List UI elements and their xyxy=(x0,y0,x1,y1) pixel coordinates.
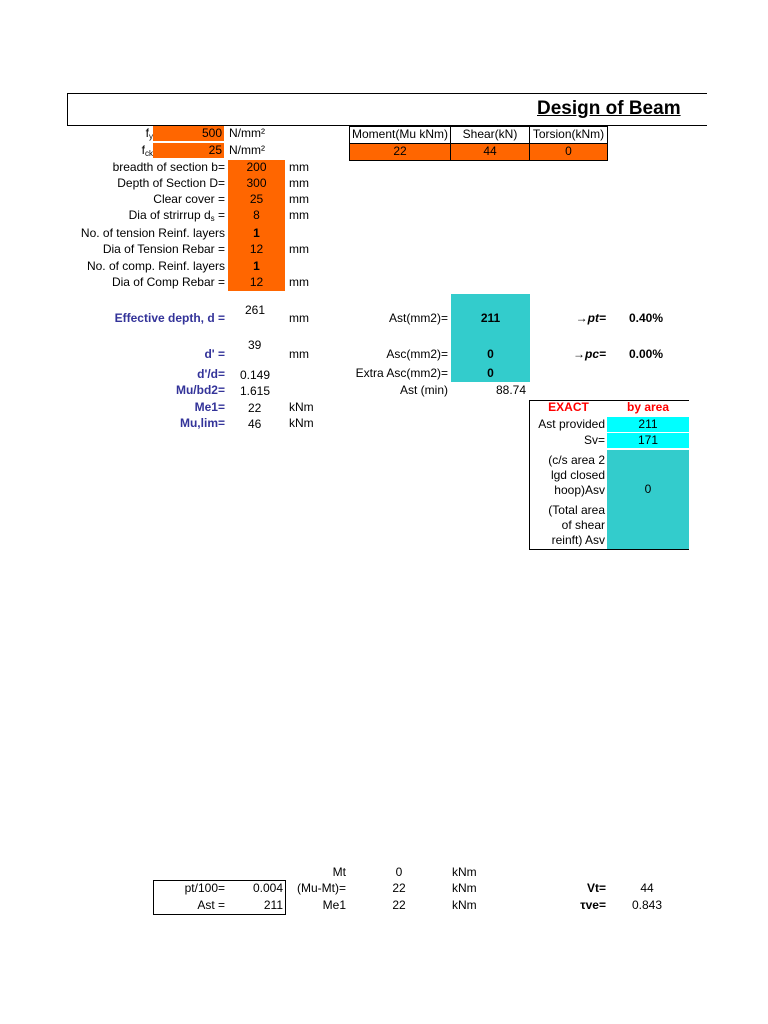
mulim-value: 46 xyxy=(248,417,262,431)
fy-label: $f_y$ xyxy=(145,126,153,141)
asv-label-line-3: hoop)Asv xyxy=(554,483,605,497)
pt-value: 0.40% xyxy=(629,311,664,325)
shear-header: Shear(kN) xyxy=(462,127,518,141)
total-asv-line-1: (Total area xyxy=(548,503,605,517)
tve-value: 0.843 xyxy=(631,898,663,912)
fck-input[interactable]: 25 xyxy=(153,143,224,158)
vt-value: 44 xyxy=(640,881,654,895)
mumt-unit: kNm xyxy=(452,881,477,895)
input-label-comp-dia: Dia of Comp Rebar = xyxy=(111,275,225,289)
pt100-value: 0.004 xyxy=(252,881,283,895)
pt-label: →pt= xyxy=(575,311,606,325)
effective-depth-label: Effective depth, d = xyxy=(114,311,225,325)
input-label-breadth: breadth of section b= xyxy=(112,160,225,174)
me1-label: Me1= xyxy=(194,400,225,414)
dprime-label: d' = xyxy=(204,347,225,361)
sv-value: 171 xyxy=(607,433,689,448)
input-tension-dia[interactable]: 12 xyxy=(249,242,264,256)
total-asv-line-3: reinft) Asv xyxy=(551,533,605,547)
unit-breadth: mm xyxy=(289,160,309,174)
pt100-label: pt/100= xyxy=(184,881,225,895)
mumt-label: (Mu-Mt)= xyxy=(297,881,346,895)
ast-provided-label: Ast provided xyxy=(538,417,605,431)
moment-header: Moment(Mu kNm) xyxy=(351,127,448,141)
extra-asc-label: Extra Asc(mm2)= xyxy=(355,366,448,380)
bottom-me1-label: Me1 xyxy=(322,898,346,912)
mulim-unit: kNm xyxy=(289,416,314,430)
vt-label: Vt= xyxy=(586,881,606,895)
shear-header-exact: EXACT xyxy=(548,400,589,414)
mulim-label: Mu,lim= xyxy=(179,416,225,430)
pc-value: 0.00% xyxy=(629,347,664,361)
input-comp-dia[interactable]: 12 xyxy=(249,275,264,289)
input-label-cover: Clear cover = xyxy=(153,192,225,206)
mt-unit: kNm xyxy=(452,865,477,879)
input-label-tension-layers: No. of tension Reinf. layers xyxy=(80,226,225,240)
fck-unit: N/mm² xyxy=(229,143,265,157)
mubd2-label: Mu/bd2= xyxy=(175,383,225,397)
input-label-stirrup: Dia of strirrup $d_s$ = xyxy=(128,208,225,223)
input-breadth[interactable]: 200 xyxy=(246,160,267,174)
fy-unit: N/mm² xyxy=(229,126,265,140)
input-tension-layers[interactable]: 1 xyxy=(253,226,260,240)
unit-depth: mm xyxy=(289,176,309,190)
asv-label-line-1: (c/s area 2 xyxy=(548,453,605,467)
fy-input[interactable]: 500 xyxy=(153,126,224,141)
bottom-ast-label: Ast = xyxy=(197,898,225,912)
torsion-value: 0 xyxy=(565,144,572,158)
mumt-value: 22 xyxy=(392,881,406,895)
asv-label xyxy=(530,453,605,498)
tve-label: τve= xyxy=(580,898,606,912)
effective-depth-value: 261 xyxy=(245,303,266,317)
ast-min-value: 88.74 xyxy=(495,383,526,397)
input-label-comp-layers: No. of comp. Reinf. layers xyxy=(86,259,225,273)
me1-value: 22 xyxy=(248,401,262,415)
moment-value: 22 xyxy=(393,144,407,158)
total-asv-label xyxy=(530,503,605,548)
asc-value: 0 xyxy=(487,347,494,361)
bottom-me1-value: 22 xyxy=(392,898,406,912)
total-asv-line-2: of shear xyxy=(561,518,605,532)
dprime-value: 39 xyxy=(248,338,262,352)
bottom-ast-value: 211 xyxy=(263,898,283,912)
me1-unit: kNm xyxy=(289,400,314,414)
page-title: Design of Beam xyxy=(537,98,681,119)
sv-label: Sv= xyxy=(583,433,605,447)
unit-stirrup: mm xyxy=(289,208,309,222)
shear-header-area: by area xyxy=(626,400,670,414)
asc-label: Asc(mm2)= xyxy=(386,347,448,361)
unit-comp-dia: mm xyxy=(289,275,309,289)
dd-value: 0.149 xyxy=(240,368,271,382)
mt-label: Mt xyxy=(332,865,346,879)
unit-tension-dia: mm xyxy=(289,242,309,256)
input-stirrup[interactable]: 8 xyxy=(253,208,260,222)
dd-label: d'/d= xyxy=(197,367,225,381)
pc-label: →pc= xyxy=(572,347,606,361)
ast-provided-value: 211 xyxy=(607,417,689,432)
mubd2-value: 1.615 xyxy=(240,384,271,398)
asv-fill xyxy=(607,450,689,549)
bottom-me1-unit: kNm xyxy=(452,898,477,912)
input-cover[interactable]: 25 xyxy=(249,192,264,206)
extra-asc-value: 0 xyxy=(487,366,494,380)
fck-label: $f_{ck}$ xyxy=(141,143,153,158)
unit-cover: mm xyxy=(289,192,309,206)
effective-depth-unit: mm xyxy=(289,311,309,325)
shear-value: 44 xyxy=(483,144,497,158)
shear-table-bottom-border xyxy=(529,549,689,550)
ast-value: 211 xyxy=(480,311,501,325)
torsion-header: Torsion(kNm) xyxy=(532,127,605,141)
asv-value: 0 xyxy=(644,482,652,496)
input-label-tension-dia: Dia of Tension Rebar = xyxy=(102,242,225,256)
dprime-unit: mm xyxy=(289,347,309,361)
ast-label: Ast(mm2)= xyxy=(388,311,448,325)
input-comp-layers[interactable]: 1 xyxy=(253,259,260,273)
input-label-depth: Depth of Section D= xyxy=(117,176,225,190)
input-depth[interactable]: 300 xyxy=(246,176,267,190)
asv-label-line-2: lgd closed xyxy=(550,468,605,482)
mt-value: 0 xyxy=(395,865,403,879)
ast-min-label: Ast (min) xyxy=(400,383,448,397)
